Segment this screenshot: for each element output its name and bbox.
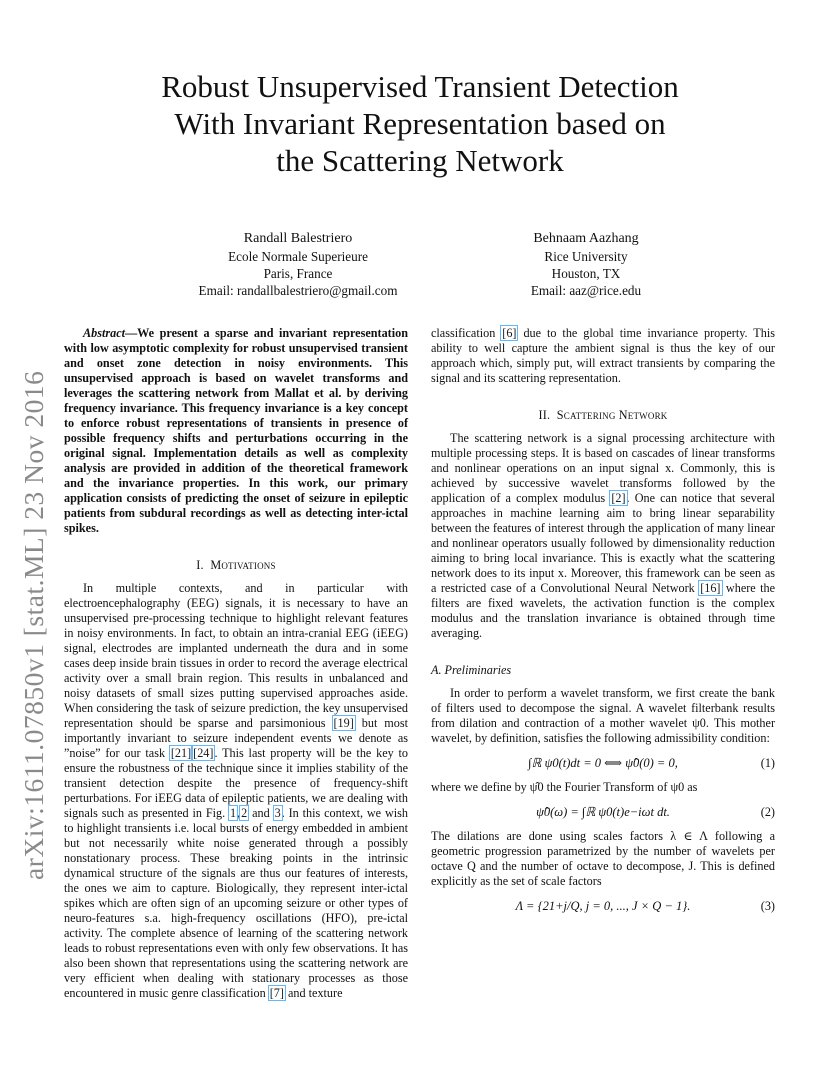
text-run: In multiple contexts, and in particular with electroencephalography (EEG) signals, it is necessary to have an unsupervised pre-processing technique to highlight relevant features in noisy environments. In fact, to obtain an intra-cranial EEG (iEEG) signal, electrodes are implanted underneath the dura and in some cases deep inside brain tissues in order to record the average electrical activity over a small brain region. This results in unbalanced and noisy datasets of small sizes putting supervised approaches aside. When considering the task of seizure prediction, the key unsupervised representation should be sparse and parsimonious bbox=[64, 581, 408, 730]
abstract-label: Abstract bbox=[83, 326, 125, 340]
equation-1 bbox=[431, 746, 775, 780]
text-run: . In this context, we wish to highlight transients i.e. local bursts of energy embedded in ambient but not necessarily white noise generated through a possibly nonstationary process. These breaking points in the intrinsic dynamical structure of the signals are thus our features of interests, the ones we aim to capture. Biologically, they represent inter-ictal spikes which are often sign of an upcoming seizure or other types of neuro-features s.a. high-frequency oscillations (HFO), pre-ictal activity. The complete absence of learning of the scattering network leads to robust representations even with only few observations. It has also been shown that representations using the scattering network are very efficient when dealing with stationary processes as those encountered in music genre classification bbox=[64, 806, 408, 1000]
section-heading-scattering-network bbox=[431, 408, 775, 423]
left-column bbox=[64, 326, 408, 1001]
author-name: Randall Balestriero bbox=[243, 231, 353, 246]
text-run: and texture bbox=[284, 986, 343, 1000]
equation-2-number: (2) bbox=[760, 804, 775, 819]
author-email[interactable]: Email: randallbalestriero@gmail.com bbox=[198, 283, 398, 298]
arxiv-identifier: arXiv:1611.07850v1 [stat.ML] 23 Nov 2016 bbox=[18, 370, 49, 880]
citation-link[interactable]: [19] bbox=[333, 716, 354, 730]
section-number: I. bbox=[196, 558, 204, 572]
author-location: Paris, France bbox=[263, 266, 333, 281]
section-heading-motivations bbox=[64, 558, 408, 573]
title-line: Robust Unsupervised Transient Detection bbox=[161, 69, 679, 104]
section-number: II. bbox=[538, 408, 551, 422]
scattering-paragraph bbox=[431, 431, 775, 641]
figure-link[interactable]: 3 bbox=[274, 806, 281, 820]
continued-paragraph bbox=[431, 326, 775, 386]
equation-1-body: ∫ℝ ψ0(t)dt = 0 ⟺ ψ̂0(0) = 0, bbox=[528, 755, 678, 770]
abstract-text: —We present a sparse and invariant representation with low asymptotic complexity for robust unsupervised transient and onset zone detection in noisy environments. This unsupervised approach is based on wavelet transforms and leverages the scattering network from Mallat et al. by deriving frequency invariance. This frequency invariance is a key concept to enforce robust representations of transients in presence of possible frequency shifts and perturbations occurring in the original signal. Implementation details as well as complexity analysis are provided in addition of the theoretical framework and the invariance properties. In this work, our primary application consists of predicting the onset of seizure in epileptic patients from subdural recordings as well as detecting inter-ictal spikes. bbox=[64, 326, 408, 535]
author-name: Behnaam Aazhang bbox=[533, 231, 639, 246]
text-run: due to the global time invariance property. This ability to well capture the ambient signal is thus the key of our approach which, simply put, will extract transients by comparing the signal and its scattering representation. bbox=[431, 326, 775, 385]
paper-title bbox=[100, 68, 740, 179]
subsection-heading-preliminaries: A. Preliminaries bbox=[431, 663, 512, 677]
author-block-2 bbox=[436, 230, 736, 299]
text-run: and bbox=[248, 806, 274, 820]
text-run: The scattering network is a signal processing architecture with multiple processing steps. It is based on cascades of linear transforms and nonlinear operations on an input signal x. Commonly, this is achieved by successive wavelet transforms followed by the application of a complex modulus bbox=[431, 431, 775, 505]
title-line: With Invariant Representation based on bbox=[174, 106, 666, 141]
author-email[interactable]: Email: aaz@rice.edu bbox=[530, 283, 642, 298]
text-run: classification bbox=[431, 326, 502, 340]
equation-3-number: (3) bbox=[760, 898, 775, 913]
right-column bbox=[431, 326, 775, 923]
abstract bbox=[64, 326, 408, 536]
equation-3-body: Λ = {21+j/Q, j = 0, ..., J × Q − 1}. bbox=[515, 898, 691, 913]
figure-link[interactable]: 1 bbox=[230, 806, 237, 820]
title-line: the Scattering Network bbox=[276, 143, 564, 178]
citation-link[interactable]: [6] bbox=[502, 326, 517, 340]
equation-3 bbox=[431, 889, 775, 923]
motivations-paragraph bbox=[64, 581, 408, 1001]
equation-2 bbox=[431, 795, 775, 829]
preliminaries-paragraph-2: where we define by ψ̂0 the Fourier Transform of ψ0 as bbox=[431, 780, 698, 794]
section-title: Motivations bbox=[210, 558, 276, 572]
figure-link[interactable]: 2 bbox=[241, 806, 248, 820]
preliminaries-paragraph-3: The dilations are done using scales factors λ ∈ Λ following a geometric progression parametrized by the number of wavelets per octave Q and the number of octave to decompose, J. This is defined explicitly as the set of scale factors bbox=[431, 829, 775, 888]
preliminaries-paragraph-1: In order to perform a wavelet transform, we first create the bank of filters used to decompose the signal. A wavelet filterbank results from dilation and contraction of a mother wavelet ψ0. This mother wavelet, by definition, satisfies the following admissibility condition: bbox=[431, 686, 775, 745]
citation-link[interactable]: [7] bbox=[269, 986, 284, 1000]
text-run: where the filters are fixed wavelets, the activation function is the complex modulus and the translation invariance is obtained through time averaging. bbox=[431, 581, 775, 640]
citation-link[interactable]: [16] bbox=[700, 581, 721, 595]
author-block-1 bbox=[148, 230, 448, 299]
citation-link[interactable]: [21] bbox=[170, 746, 192, 760]
author-location: Houston, TX bbox=[551, 266, 621, 281]
citation-link[interactable]: [24] bbox=[193, 746, 214, 760]
text-run: , bbox=[237, 806, 241, 820]
author-affiliation: Rice University bbox=[544, 249, 628, 264]
equation-2-body: ψ̂0(ω) = ∫ℝ ψ0(t)e−iωt dt. bbox=[536, 804, 670, 819]
section-title: Scattering Network bbox=[556, 408, 668, 422]
text-run: but most importantly invariant to seizure independent events we denote as ”noise” for our task bbox=[64, 716, 408, 760]
text-run: . This last property will be the key to ensure the robustness of the technique since it implies stability of the transient detection despite the presence of frequency-shift perturbations. For iEEG data of epileptic patients, we are dealing with signals such as presented in Fig. bbox=[64, 746, 408, 820]
citation-link[interactable]: [2] bbox=[611, 491, 626, 505]
text-run: . One can notice that several approaches in machine learning aim to bring linear separability between the features of interest through the application of many linear and nonlinear operators usually followed by dimensionality reduction aiming to bring local invariance. This is exactly what the scattering network does to its input x. Moreover, this framework can be seen as a restricted case of a Convolutional Neural Network bbox=[431, 491, 775, 595]
equation-1-number: (1) bbox=[760, 755, 775, 770]
author-affiliation: Ecole Normale Superieure bbox=[228, 249, 368, 264]
